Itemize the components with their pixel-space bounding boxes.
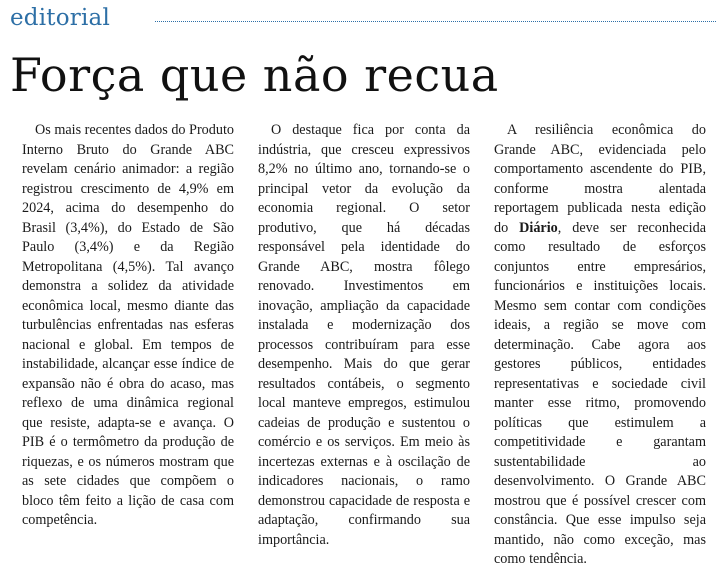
paragraph-2: O destaque fica por conta da indústria, que cresceu expressivos 8,2% no último ano, tornando-se o principal vetor da evolução da economia regional. O setor produtivo, que há décadas responsável pela identidade do Grande ABC, mostra fôlego renovado. Investimentos em inovação, ampliação da capacidade instalada e modernização dos processos contribuíram para esse desempenho. Mais do que gerar resultados contábeis, o segmento local manteve empregos, estimulou cadeias de produção e sustentou o comércio e os serviços. Em meio às incertezas externas e à oscilação de indicadores nacionais, o ramo demonstrou capacidade de resposta e adaptação, confirmando sua importância. (258, 122, 470, 548)
section-divider (155, 21, 716, 22)
newspaper-name: Diário (519, 219, 558, 236)
section-header (10, 3, 716, 39)
article-column-1 (22, 121, 234, 531)
section-label: editorial (10, 5, 110, 31)
headline: Força que não recua (10, 48, 499, 102)
paragraph-3 (494, 121, 706, 570)
paragraph-3-text-a: A resiliência econômica do Grande ABC, evidenciada pelo comportamento ascendente do PIB, conforme mostra alentada reportagem publicada nesta edição do (494, 122, 706, 236)
article-body (22, 121, 714, 567)
article-column-3 (494, 121, 706, 570)
paragraph-1: Os mais recentes dados do Produto Interno Bruto do Grande ABC revelam cenário animador: a região registrou crescimento de 4,9% em 2024, acima do desempenho do Brasil (3,4%), do Estado de São Paulo (3,4%) e da Região Metropolitana (4,5%). Tal avanço demonstra a solidez da atividade econômica local, mesmo diante das turbulências enfrentadas nas esferas nacional e global. Em tempos de instabilidade, alcançar esse índice de expansão não é obra do acaso, mas reflexo de uma dinâmica regional que resiste, adapta-se e avança. O PIB é o termômetro da produção de riquezas, e os números mostram que as sete cidades que compõem o bloco têm feito a lição de casa com competência. (22, 122, 234, 528)
article-column-2 (258, 121, 470, 550)
paragraph-3-text-b: , deve ser reconhecida como resultado de esforços conjuntos entre empresários, funcionários e instituições locais. Mesmo sem contar com condições ideais, a região se move com determinação. Cabe agora aos gestores públicos, entidades representativas e sociedade civil manter esse ritmo, promovendo políticas que estimulem a competitividade e garantam sustentabilidade ao desenvolvimento. O Grande ABC mostrou que é possível crescer com constância. Que esse impulso seja mantido, não como exceção, mas como tendência. (494, 219, 706, 567)
